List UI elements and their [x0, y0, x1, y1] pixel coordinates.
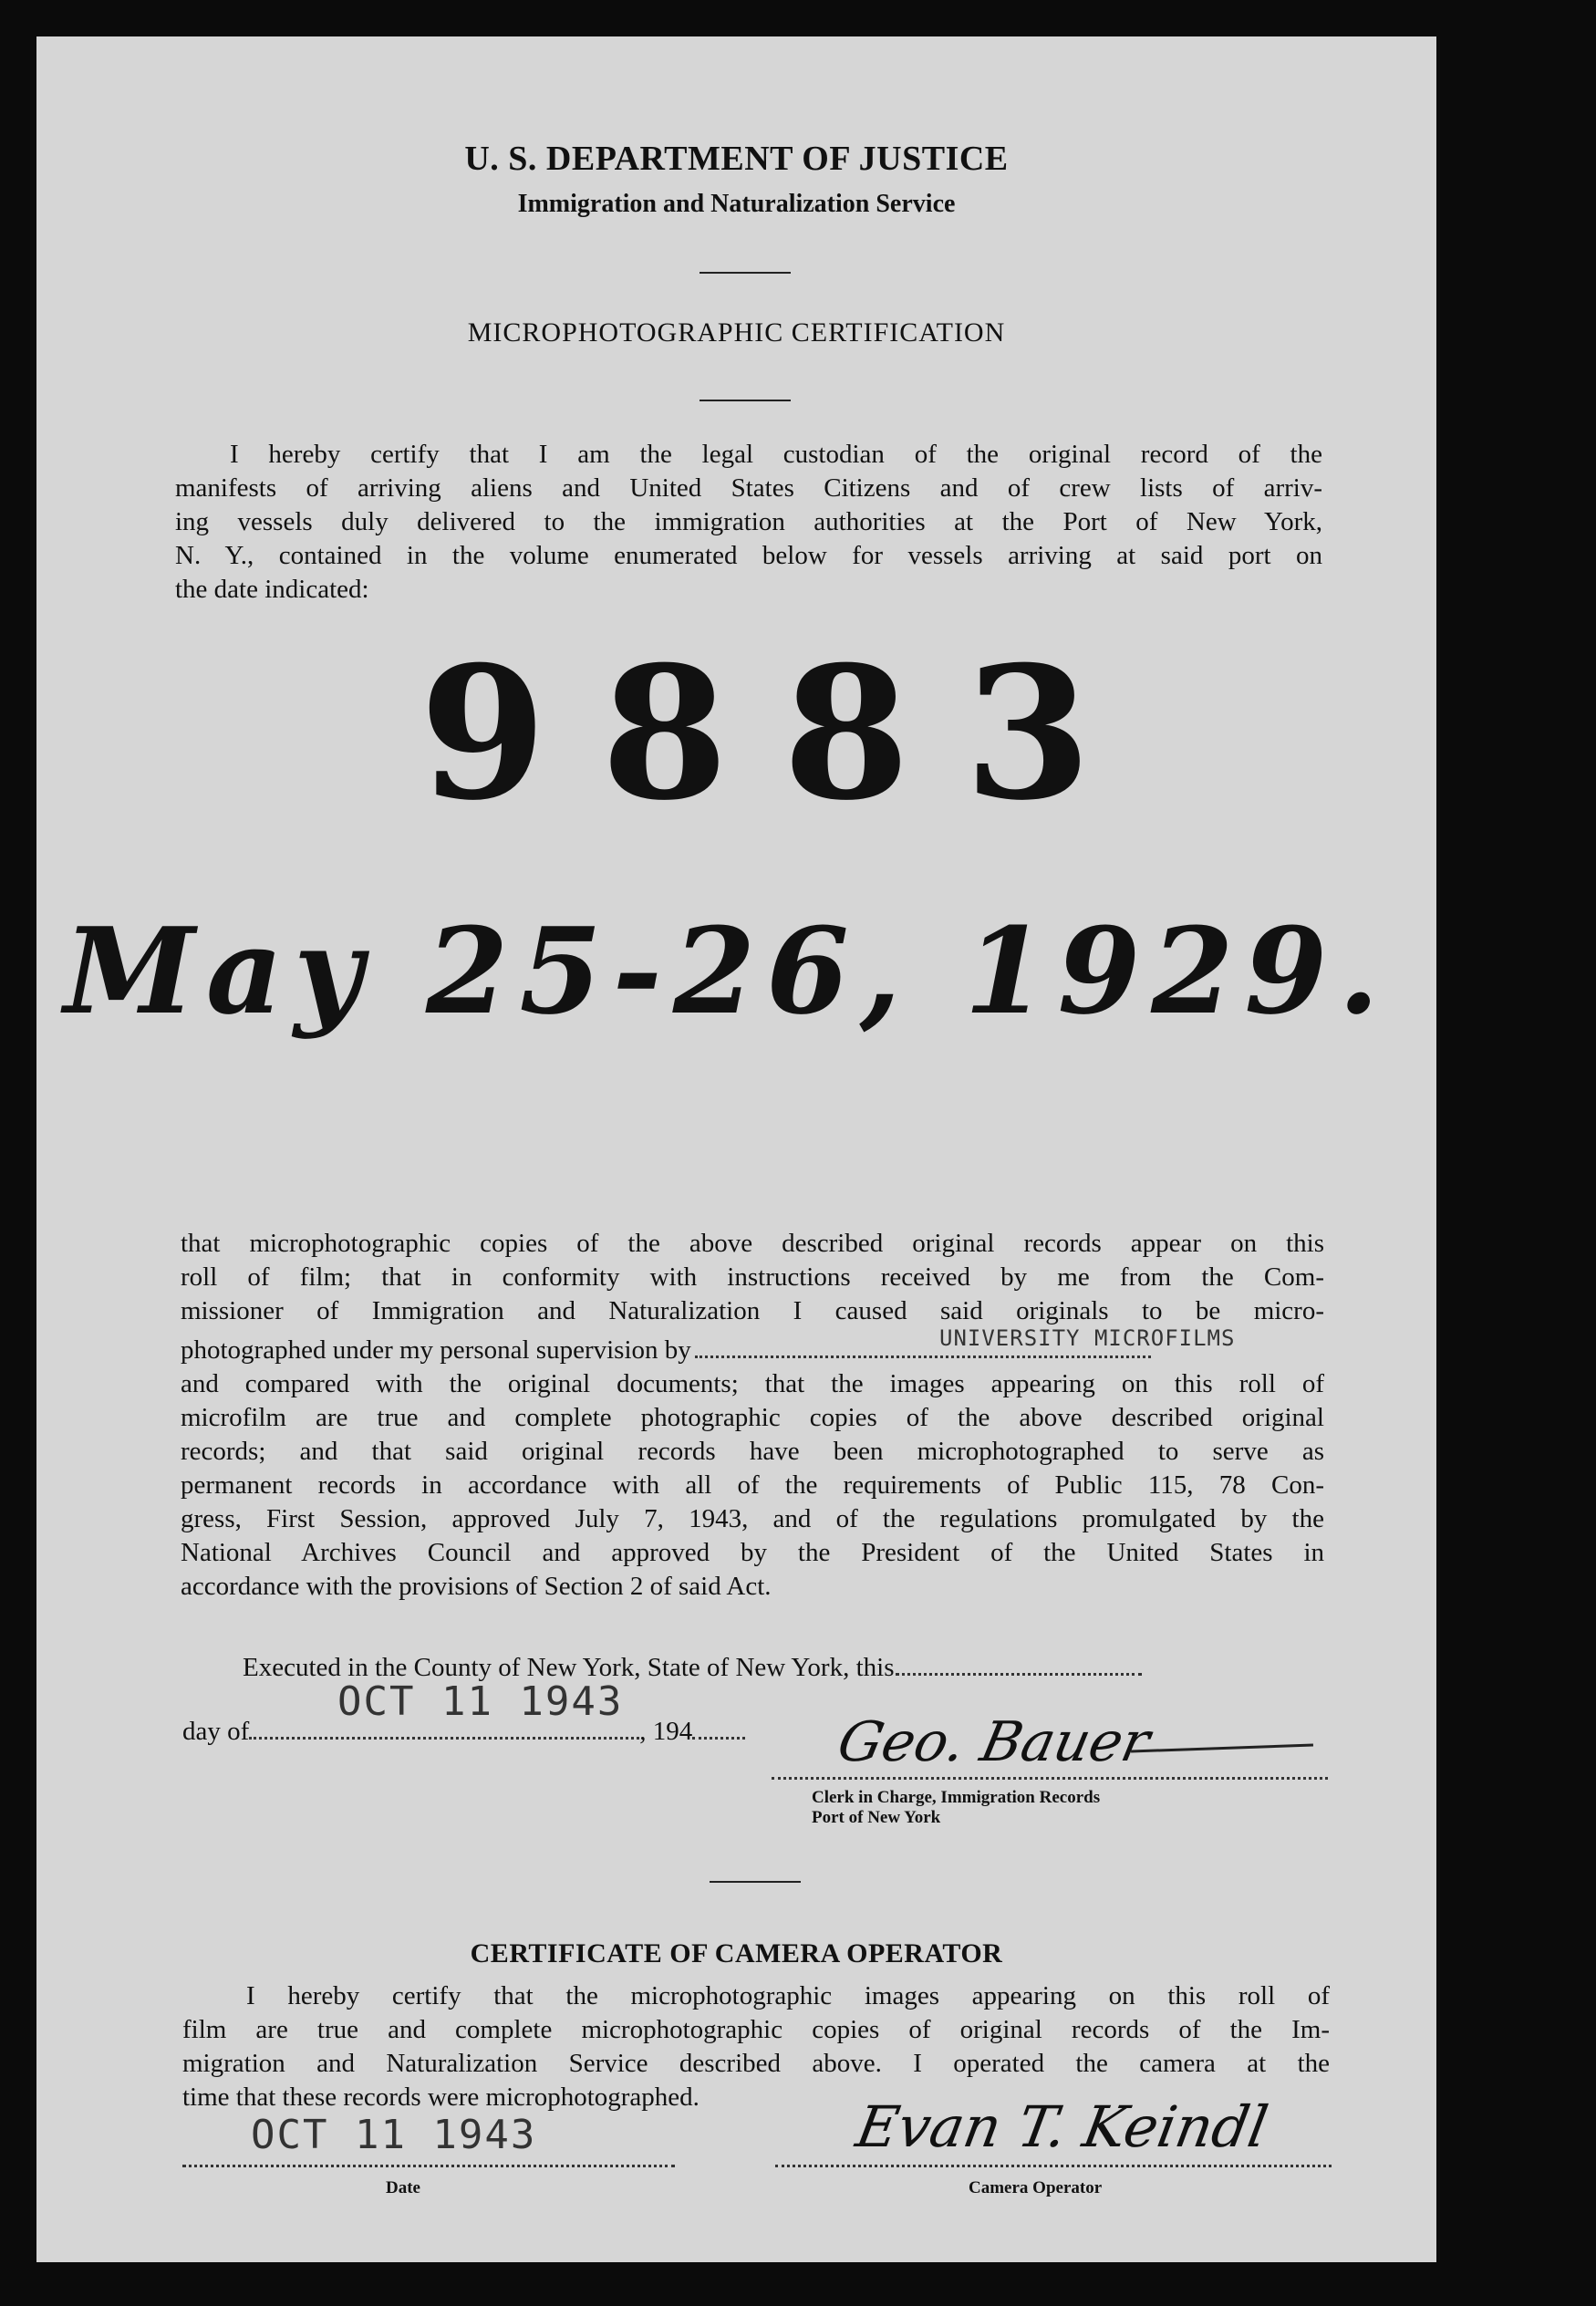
body-line: that microphotographic copies of the above described original records appear on this: [181, 1229, 1324, 1258]
body-line: gress, First Session, approved July 7, 1943, and of the regulations promulgated by the: [181, 1504, 1324, 1533]
body-line: and compared with the original documents; that the images appearing on this roll of: [181, 1369, 1324, 1398]
camera-line: migration and Naturalization Service described above. I operated the camera at the: [182, 2049, 1330, 2078]
camera-date-stamp: OCT 11 1943: [251, 2112, 537, 2158]
clerk-title: [812, 1788, 1100, 1828]
day-of-label: day of: [182, 1717, 250, 1746]
clerk-signature: Geo. Bauer: [832, 1710, 1156, 1774]
year-fill-line: [692, 1719, 745, 1740]
operator-signature-line: [775, 2162, 1332, 2167]
body-line-text: photographed under my personal supervision by: [181, 1335, 691, 1365]
form-title: MICROPHOTOGRAPHIC CERTIFICATION: [467, 317, 1006, 348]
certification-intro: [175, 438, 1322, 607]
operator-label: Camera Operator: [969, 2178, 1103, 2197]
clerk-title-line: Port of New York: [812, 1808, 941, 1827]
camera-certificate-title: CERTIFICATE OF CAMERA OPERATOR: [470, 1938, 1003, 1968]
body-line: missioner of Immigration and Naturalization I caused said originals to be micro-: [181, 1296, 1324, 1325]
service-heading: Immigration and Naturalization Service: [517, 190, 956, 218]
body-line: National Archives Council and approved by the President of the United States in: [181, 1538, 1324, 1567]
divider: [710, 1881, 801, 1883]
intro-line: N. Y., contained in the volume enumerated below for vessels arriving at said port on: [175, 541, 1322, 570]
executed-fill-line: [896, 1655, 1142, 1676]
executed-text: Executed in the County of New York, State of New York, this: [243, 1653, 895, 1682]
camera-line: I hereby certify that the microphotographic images appearing on this roll of: [246, 1981, 1330, 2010]
typed-operator-name: UNIVERSITY MICROFILMS: [939, 1325, 1236, 1351]
date-stamp: OCT 11 1943: [337, 1678, 624, 1725]
date-label: Date: [386, 2178, 420, 2197]
handwritten-date: May 25-26, 1929.: [64, 901, 1391, 1041]
intro-line: the date indicated:: [175, 575, 369, 604]
camera-date-line: [182, 2162, 675, 2167]
certificate-sheet: [36, 36, 1436, 2262]
intro-line: I hereby certify that I am the legal custodian of the original record of the: [230, 440, 1322, 469]
handwritten-volume-number: 9883: [420, 627, 1146, 841]
department-heading: U. S. DEPARTMENT OF JUSTICE: [464, 140, 1009, 178]
signature-flourish: [1131, 1744, 1313, 1753]
divider: [700, 400, 791, 401]
intro-line: manifests of arriving aliens and United States Citizens and of crew lists of arriv-: [175, 473, 1322, 503]
body-line: roll of film; that in conformity with instructions received by me from the Com-: [181, 1262, 1324, 1292]
certification-body: [181, 1227, 1324, 1604]
clerk-signature-line: [772, 1774, 1328, 1780]
intro-line: ing vessels duly delivered to the immigration authorities at the Port of New York,: [175, 507, 1322, 536]
body-line: accordance with the provisions of Section 2 of said Act.: [181, 1572, 772, 1601]
camera-line: film are true and complete microphotographic copies of original records of the Im-: [182, 2015, 1330, 2044]
year-label: , 194: [639, 1717, 693, 1746]
body-line: records; and that said original records have been microphotographed to serve as: [181, 1437, 1324, 1466]
clerk-title-line: Clerk in Charge, Immigration Records: [812, 1788, 1101, 1807]
camera-line: time that these records were microphotographed.: [182, 2083, 700, 2112]
operator-signature: Evan T. Keindl: [851, 2093, 1273, 2160]
body-line: microfilm are true and complete photographic copies of the above described original: [181, 1403, 1324, 1432]
body-line: permanent records in accordance with all of the requirements of Public 115, 78 Con-: [181, 1470, 1324, 1500]
divider: [700, 272, 791, 274]
